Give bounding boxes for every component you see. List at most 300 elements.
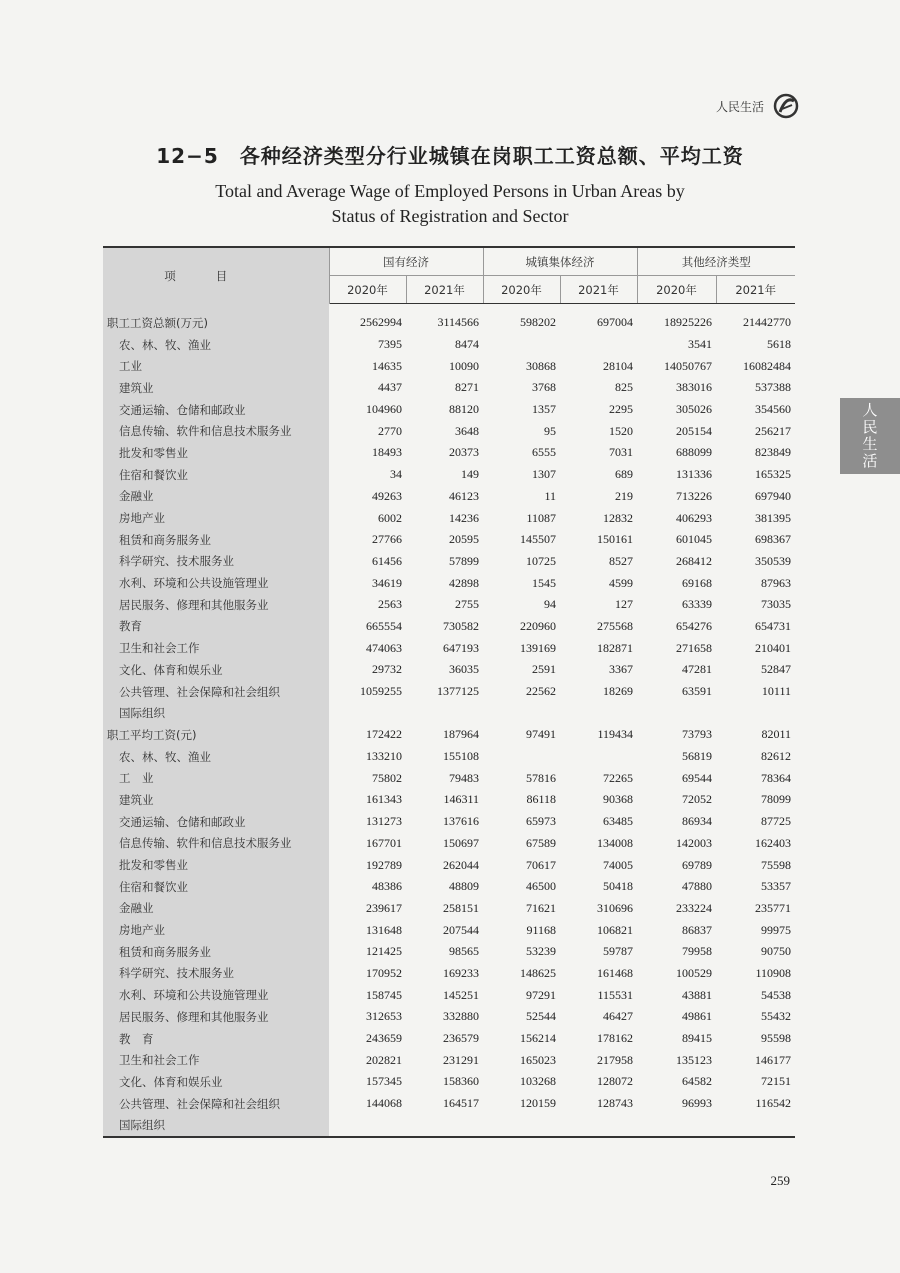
table-row xyxy=(103,616,795,638)
table-row xyxy=(103,377,795,399)
value-cell: 133210 xyxy=(366,749,402,764)
value-cell: 43881 xyxy=(682,987,712,1002)
value-cell: 7031 xyxy=(609,445,633,460)
value-cell: 46500 xyxy=(526,879,556,894)
row-label: 工业 xyxy=(103,355,329,377)
value-cell: 150161 xyxy=(597,532,633,547)
value-cell: 654731 xyxy=(755,618,791,633)
value-cell: 73793 xyxy=(682,727,712,742)
value-cell xyxy=(329,1114,406,1137)
table-row xyxy=(103,941,795,963)
value-cell: 157345 xyxy=(366,1074,402,1089)
value-cell: 64582 xyxy=(682,1074,712,1089)
value-cell: 144068 xyxy=(366,1096,402,1111)
value-cell: 2563 xyxy=(378,597,402,612)
title-chinese: 12−5 各种经济类型分行业城镇在岗职工工资总额、平均工资 xyxy=(156,144,744,168)
value-cell: 170952 xyxy=(366,965,402,980)
value-cell: 50418 xyxy=(603,879,633,894)
value-cell: 2591 xyxy=(532,662,556,677)
row-label: 居民服务、修理和其他服务业 xyxy=(103,594,329,616)
value-cell: 210401 xyxy=(755,640,791,655)
value-cell: 354560 xyxy=(755,402,791,417)
value-cell: 169233 xyxy=(443,965,479,980)
value-cell: 99975 xyxy=(761,922,791,937)
value-cell: 79958 xyxy=(682,944,712,959)
value-cell: 96993 xyxy=(682,1096,712,1111)
value-cell: 332880 xyxy=(443,1009,479,1024)
chapter-side-tab-text: 人民生活 xyxy=(860,402,879,470)
table-row xyxy=(103,789,795,811)
value-cell: 20595 xyxy=(449,532,479,547)
value-cell xyxy=(716,1114,795,1137)
value-cell: 164517 xyxy=(443,1096,479,1111)
value-cell: 187964 xyxy=(443,727,479,742)
value-cell: 61456 xyxy=(372,553,402,568)
value-cell: 57899 xyxy=(449,553,479,568)
value-cell: 115531 xyxy=(597,987,633,1002)
group-header-urban-collective: 城镇集体经济 xyxy=(483,247,637,276)
value-cell xyxy=(406,702,483,724)
statistics-logo-icon xyxy=(772,92,800,120)
value-cell: 119434 xyxy=(597,727,633,742)
table-row xyxy=(103,984,795,1006)
value-cell: 72052 xyxy=(682,792,712,807)
table-row xyxy=(103,963,795,985)
value-cell: 8474 xyxy=(455,337,479,352)
value-cell: 82011 xyxy=(761,727,791,742)
value-cell: 27766 xyxy=(372,532,402,547)
value-cell: 78364 xyxy=(761,770,791,785)
value-cell: 63339 xyxy=(682,597,712,612)
value-cell xyxy=(483,334,560,356)
table-row xyxy=(103,659,795,681)
year-header: 2021年 xyxy=(716,276,795,304)
value-cell: 54538 xyxy=(761,987,791,1002)
value-cell: 48386 xyxy=(372,879,402,894)
row-label: 水利、环境和公共设施管理业 xyxy=(103,572,329,594)
value-cell: 139169 xyxy=(520,640,556,655)
value-cell: 14236 xyxy=(449,510,479,525)
value-cell: 34 xyxy=(390,467,402,482)
value-cell: 219 xyxy=(615,488,633,503)
value-cell: 142003 xyxy=(676,835,712,850)
table-row xyxy=(103,919,795,941)
value-cell: 134008 xyxy=(597,835,633,850)
year-header: 2021年 xyxy=(406,276,483,304)
value-cell: 86837 xyxy=(682,922,712,937)
running-header-text: 人民生活 xyxy=(715,99,764,114)
row-label: 卫生和社会工作 xyxy=(103,1049,329,1071)
table-row xyxy=(103,1093,795,1115)
value-cell: 688099 xyxy=(676,445,712,460)
value-cell: 2755 xyxy=(455,597,479,612)
row-label: 国际组织 xyxy=(103,1114,329,1137)
table-row xyxy=(103,898,795,920)
table-row xyxy=(103,551,795,573)
value-cell: 172422 xyxy=(366,727,402,742)
value-cell: 1059255 xyxy=(360,684,402,699)
value-cell: 156214 xyxy=(520,1031,556,1046)
value-cell: 262044 xyxy=(443,857,479,872)
value-cell: 8527 xyxy=(609,553,633,568)
table-body xyxy=(103,304,795,1138)
row-label: 卫生和社会工作 xyxy=(103,637,329,659)
value-cell: 95 xyxy=(544,423,556,438)
row-label: 职工平均工资(元) xyxy=(103,724,329,746)
value-cell: 689 xyxy=(615,467,633,482)
table-row xyxy=(103,724,795,746)
value-cell: 231291 xyxy=(443,1052,479,1067)
value-cell: 82612 xyxy=(761,749,791,764)
row-label: 公共管理、社会保障和社会组织 xyxy=(103,1093,329,1115)
table-row xyxy=(103,767,795,789)
value-cell: 29732 xyxy=(372,662,402,677)
value-cell: 18925226 xyxy=(664,315,712,330)
value-cell: 88120 xyxy=(449,402,479,417)
value-cell: 165325 xyxy=(755,467,791,482)
value-cell: 57816 xyxy=(526,770,556,785)
year-header: 2020年 xyxy=(637,276,716,304)
value-cell: 2562994 xyxy=(360,315,402,330)
value-cell: 14050767 xyxy=(664,358,712,373)
value-cell: 75802 xyxy=(372,770,402,785)
value-cell: 47281 xyxy=(682,662,712,677)
value-cell: 59787 xyxy=(603,944,633,959)
value-cell: 104960 xyxy=(366,402,402,417)
row-label: 文化、体育和娱乐业 xyxy=(103,659,329,681)
value-cell: 537388 xyxy=(755,380,791,395)
row-label: 住宿和餐饮业 xyxy=(103,876,329,898)
value-cell: 192789 xyxy=(366,857,402,872)
value-cell: 4437 xyxy=(378,380,402,395)
value-cell: 150697 xyxy=(443,835,479,850)
row-label: 教 育 xyxy=(103,1028,329,1050)
value-cell: 106821 xyxy=(597,922,633,937)
row-label: 教育 xyxy=(103,616,329,638)
value-cell: 305026 xyxy=(676,402,712,417)
table-row xyxy=(103,507,795,529)
value-cell: 730582 xyxy=(443,618,479,633)
value-cell: 14635 xyxy=(372,358,402,373)
value-cell: 121425 xyxy=(366,944,402,959)
row-label: 交通运输、仓储和邮政业 xyxy=(103,811,329,833)
value-cell: 73035 xyxy=(761,597,791,612)
value-cell: 95598 xyxy=(761,1031,791,1046)
row-label: 公共管理、社会保障和社会组织 xyxy=(103,681,329,703)
value-cell: 100529 xyxy=(676,965,712,980)
value-cell: 158745 xyxy=(366,987,402,1002)
row-label: 批发和零售业 xyxy=(103,854,329,876)
value-cell: 158360 xyxy=(443,1074,479,1089)
value-cell: 11 xyxy=(544,488,556,503)
value-cell: 149 xyxy=(461,467,479,482)
value-cell: 665554 xyxy=(366,618,402,633)
value-cell: 56819 xyxy=(682,749,712,764)
value-cell: 52544 xyxy=(526,1009,556,1024)
value-cell xyxy=(329,702,406,724)
value-cell xyxy=(560,746,637,768)
value-cell xyxy=(560,702,637,724)
value-cell: 312653 xyxy=(366,1009,402,1024)
value-cell: 2295 xyxy=(609,402,633,417)
row-label: 文化、体育和娱乐业 xyxy=(103,1071,329,1093)
value-cell: 233224 xyxy=(676,900,712,915)
value-cell: 18493 xyxy=(372,445,402,460)
table-row xyxy=(103,355,795,377)
value-cell: 79483 xyxy=(449,770,479,785)
value-cell: 128743 xyxy=(597,1096,633,1111)
value-cell: 69168 xyxy=(682,575,712,590)
table-row xyxy=(103,1006,795,1028)
value-cell: 53357 xyxy=(761,879,791,894)
value-cell: 256217 xyxy=(755,423,791,438)
value-cell xyxy=(637,1114,716,1137)
table-row xyxy=(103,594,795,616)
value-cell: 91168 xyxy=(526,922,556,937)
value-cell: 110908 xyxy=(755,965,791,980)
value-cell: 1377125 xyxy=(437,684,479,699)
value-cell: 202821 xyxy=(366,1052,402,1067)
value-cell: 86118 xyxy=(526,792,556,807)
value-cell: 55432 xyxy=(761,1009,791,1024)
value-cell: 120159 xyxy=(520,1096,556,1111)
value-cell: 178162 xyxy=(597,1031,633,1046)
value-cell: 825 xyxy=(615,380,633,395)
value-cell: 823849 xyxy=(755,445,791,460)
value-cell: 698367 xyxy=(755,532,791,547)
value-cell: 381395 xyxy=(755,510,791,525)
row-label: 农、林、牧、渔业 xyxy=(103,746,329,768)
row-label: 租赁和商务服务业 xyxy=(103,529,329,551)
value-cell: 10111 xyxy=(761,684,791,699)
table-row xyxy=(103,304,795,334)
row-label: 国际组织 xyxy=(103,702,329,724)
year-header: 2021年 xyxy=(560,276,637,304)
value-cell: 5618 xyxy=(767,337,791,352)
value-cell: 275568 xyxy=(597,618,633,633)
table-row xyxy=(103,746,795,768)
row-label: 工 业 xyxy=(103,767,329,789)
value-cell: 90368 xyxy=(603,792,633,807)
row-label: 职工工资总额(万元) xyxy=(103,304,329,334)
value-cell: 3541 xyxy=(688,337,712,352)
value-cell: 21442770 xyxy=(743,315,791,330)
value-cell: 131336 xyxy=(676,467,712,482)
value-cell: 18269 xyxy=(603,684,633,699)
value-cell: 182871 xyxy=(597,640,633,655)
value-cell: 78099 xyxy=(761,792,791,807)
table-row xyxy=(103,1049,795,1071)
value-cell: 28104 xyxy=(603,358,633,373)
value-cell: 167701 xyxy=(366,835,402,850)
value-cell: 36035 xyxy=(449,662,479,677)
table-row xyxy=(103,442,795,464)
table-row xyxy=(103,464,795,486)
value-cell: 235771 xyxy=(755,900,791,915)
value-cell: 697004 xyxy=(597,315,633,330)
row-label: 住宿和餐饮业 xyxy=(103,464,329,486)
row-label: 水利、环境和公共设施管理业 xyxy=(103,984,329,1006)
value-cell xyxy=(406,1114,483,1137)
table-row xyxy=(103,681,795,703)
value-cell: 165023 xyxy=(520,1052,556,1067)
value-cell: 310696 xyxy=(597,900,633,915)
table-row xyxy=(103,811,795,833)
row-label: 居民服务、修理和其他服务业 xyxy=(103,1006,329,1028)
year-header: 2020年 xyxy=(483,276,560,304)
title-english-line1: Total and Average Wage of Employed Persons in Urban Areas by xyxy=(215,181,685,201)
value-cell: 127 xyxy=(615,597,633,612)
row-label: 租赁和商务服务业 xyxy=(103,941,329,963)
value-cell xyxy=(637,702,716,724)
value-cell: 103268 xyxy=(520,1074,556,1089)
table-row xyxy=(103,1028,795,1050)
value-cell: 30868 xyxy=(526,358,556,373)
value-cell: 3768 xyxy=(532,380,556,395)
row-label: 农、林、牧、渔业 xyxy=(103,334,329,356)
value-cell: 598202 xyxy=(520,315,556,330)
value-cell: 42898 xyxy=(449,575,479,590)
value-cell: 474063 xyxy=(366,640,402,655)
value-cell: 49263 xyxy=(372,488,402,503)
value-cell: 34619 xyxy=(372,575,402,590)
value-cell: 128072 xyxy=(597,1074,633,1089)
value-cell: 16082484 xyxy=(743,358,791,373)
value-cell: 90750 xyxy=(761,944,791,959)
value-cell: 217958 xyxy=(597,1052,633,1067)
value-cell: 71621 xyxy=(526,900,556,915)
value-cell: 1307 xyxy=(532,467,556,482)
value-cell: 98565 xyxy=(449,944,479,959)
value-cell: 12832 xyxy=(603,510,633,525)
value-cell: 654276 xyxy=(676,618,712,633)
table-row xyxy=(103,854,795,876)
value-cell: 10725 xyxy=(526,553,556,568)
year-header: 2020年 xyxy=(329,276,406,304)
value-cell: 135123 xyxy=(676,1052,712,1067)
row-label: 金融业 xyxy=(103,486,329,508)
value-cell: 243659 xyxy=(366,1031,402,1046)
table-row xyxy=(103,399,795,421)
value-cell xyxy=(560,334,637,356)
value-cell: 53239 xyxy=(526,944,556,959)
group-header-state-owned: 国有经济 xyxy=(329,247,483,276)
value-cell: 131273 xyxy=(366,814,402,829)
value-cell xyxy=(483,1114,560,1137)
value-cell: 647193 xyxy=(443,640,479,655)
value-cell: 116542 xyxy=(755,1096,791,1111)
value-cell: 69544 xyxy=(682,770,712,785)
value-cell: 162403 xyxy=(755,835,791,850)
value-cell: 258151 xyxy=(443,900,479,915)
value-cell xyxy=(483,702,560,724)
table-row xyxy=(103,529,795,551)
value-cell xyxy=(483,746,560,768)
value-cell: 10090 xyxy=(449,358,479,373)
table-row xyxy=(103,486,795,508)
value-cell: 49861 xyxy=(682,1009,712,1024)
value-cell: 383016 xyxy=(676,380,712,395)
value-cell: 67589 xyxy=(526,835,556,850)
value-cell: 268412 xyxy=(676,553,712,568)
value-cell: 63591 xyxy=(682,684,712,699)
value-cell: 69789 xyxy=(682,857,712,872)
value-cell: 63485 xyxy=(603,814,633,829)
value-cell: 87725 xyxy=(761,814,791,829)
value-cell: 22562 xyxy=(526,684,556,699)
value-cell: 137616 xyxy=(443,814,479,829)
row-label: 信息传输、软件和信息技术服务业 xyxy=(103,420,329,442)
row-label: 科学研究、技术服务业 xyxy=(103,963,329,985)
value-cell: 97491 xyxy=(526,727,556,742)
chapter-side-tab xyxy=(840,398,900,474)
page-number: 259 xyxy=(770,1173,790,1188)
row-label: 批发和零售业 xyxy=(103,442,329,464)
table-row xyxy=(103,1071,795,1093)
value-cell: 48809 xyxy=(449,879,479,894)
group-header-other-types: 其他经济类型 xyxy=(637,247,795,276)
row-label: 交通运输、仓储和邮政业 xyxy=(103,399,329,421)
table-row xyxy=(103,702,795,724)
value-cell: 94 xyxy=(544,597,556,612)
value-cell: 161343 xyxy=(366,792,402,807)
value-cell: 6555 xyxy=(532,445,556,460)
table-title xyxy=(0,140,900,227)
value-cell: 207544 xyxy=(443,922,479,937)
row-label: 科学研究、技术服务业 xyxy=(103,551,329,573)
value-cell: 74005 xyxy=(603,857,633,872)
value-cell: 89415 xyxy=(682,1031,712,1046)
wage-table xyxy=(103,246,795,1138)
value-cell: 7395 xyxy=(378,337,402,352)
value-cell: 11087 xyxy=(526,510,556,525)
table-row xyxy=(103,420,795,442)
value-cell: 65973 xyxy=(526,814,556,829)
value-cell: 205154 xyxy=(676,423,712,438)
value-cell: 6002 xyxy=(378,510,402,525)
value-cell: 146311 xyxy=(443,792,479,807)
value-cell: 72151 xyxy=(761,1074,791,1089)
value-cell: 86934 xyxy=(682,814,712,829)
value-cell: 131648 xyxy=(366,922,402,937)
value-cell: 97291 xyxy=(526,987,556,1002)
row-label: 建筑业 xyxy=(103,377,329,399)
table-row xyxy=(103,833,795,855)
value-cell: 3367 xyxy=(609,662,633,677)
value-cell: 52847 xyxy=(761,662,791,677)
value-cell: 2770 xyxy=(378,423,402,438)
table-row xyxy=(103,572,795,594)
value-cell: 3648 xyxy=(455,423,479,438)
value-cell: 47880 xyxy=(682,879,712,894)
row-label: 建筑业 xyxy=(103,789,329,811)
running-header xyxy=(716,92,800,120)
value-cell: 1520 xyxy=(609,423,633,438)
value-cell: 1357 xyxy=(532,402,556,417)
value-cell: 1545 xyxy=(532,575,556,590)
value-cell: 155108 xyxy=(443,749,479,764)
value-cell xyxy=(560,1114,637,1137)
row-label: 房地产业 xyxy=(103,507,329,529)
table-row xyxy=(103,876,795,898)
value-cell: 146177 xyxy=(755,1052,791,1067)
table-row xyxy=(103,334,795,356)
value-cell: 20373 xyxy=(449,445,479,460)
item-column-header: 项目 xyxy=(103,247,329,304)
value-cell: 239617 xyxy=(366,900,402,915)
value-cell: 70617 xyxy=(526,857,556,872)
value-cell: 46427 xyxy=(603,1009,633,1024)
